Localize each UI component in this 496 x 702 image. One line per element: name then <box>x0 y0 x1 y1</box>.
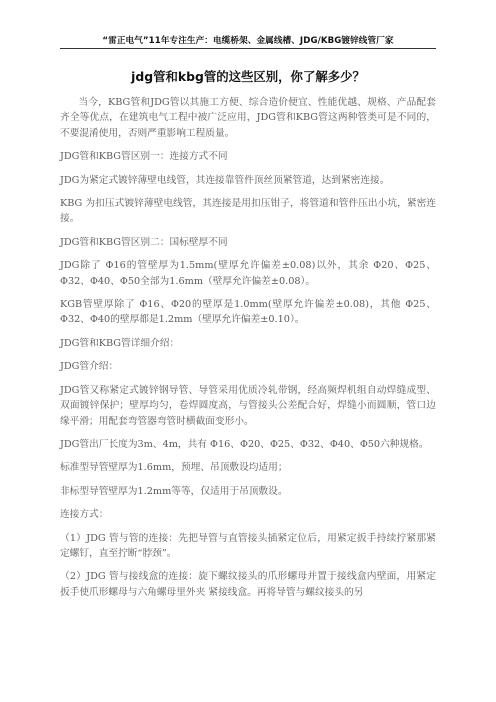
header-divider <box>60 48 436 49</box>
paragraph: 标准型导管壁厚为1.6mm，预埋、吊顶敷设均适用； <box>60 462 288 474</box>
paragraph: （1）JDG 管与管的连接：先把导管与直管接头插紧定位后，用紧定扳手持续拧紧那紧定螺钉，直至拧断“脖颈”。 <box>60 532 436 559</box>
paragraph: KBG 为扣压式镀锌薄壁电线管，其连接是用扣压钳子，将管道和管件压出小坑，紧密连接。 <box>60 198 436 225</box>
paragraph: JDG为紧定式镀锌薄壁电线管，其连接靠管件顶丝顶紧管道，达到紧密连接。 <box>60 174 390 186</box>
paragraph: JDG除了 Φ16的管壁厚为1.5mm(壁厚允许偏差±0.08)以外，其余 Φ20、Φ25、Φ32、Φ40、Φ50全部为1.6mm（壁厚允许偏差±0.08）。 <box>60 260 436 287</box>
paragraph: KGB管壁厚除了 Φ16、Φ20的壁厚是1.0mm(壁厚允许偏差±0.08)，其他 Φ25、Φ32、Φ40的壁厚都是1.2mm（壁厚允许偏差±0.10）。 <box>60 299 436 326</box>
paragraph: 非标型导管壁厚为1.2mm等等，仅适用于吊顶敷设。 <box>60 485 288 497</box>
section-heading: JDG管和KBG管区别一：连接方式不同 <box>60 151 228 163</box>
document-body <box>60 95 436 608</box>
section-heading: JDG管和KBG管区别二：国标壁厚不同 <box>60 236 228 248</box>
section-heading: 连接方式： <box>60 509 109 521</box>
paragraph: 当今，KBG管和JDG管以其施工方便、综合造价便宜、性能优越、规格、产品配套齐全等优点，在建筑电气工程中被广泛应用，JDG管和KBG管这两种管类可是不同的，不要混淆使用，否则严重影响工程质量。 <box>60 97 436 139</box>
section-heading: JDG管和KBG管详细介绍： <box>60 337 180 349</box>
paragraph: JDG管又称紧定式镀锌钢导管、导管采用优质冷轧带钢，经高频焊机组自动焊缝成型、双面镀锌保护；壁厚均匀，卷焊圆度高，与管接头公差配合好，焊缝小而圆顺，管口边缘平滑；用配套弯管器弯管时横截面变形小。 <box>60 384 436 427</box>
document-title: jdg管和kbg管的这些区别，你了解多少？ <box>131 69 365 84</box>
page-header: “雷正电气”11年专注生产：电缆桥架、金属线槽、JDG/KBG镀锌线管厂家 <box>102 36 394 46</box>
paragraph: （2）JDG 管与接线盒的连接：旋下螺纹接头的爪形螺母并置于接线盒内壁面，用紧定扳手使爪形螺母与六角螺母里外夹 紧接线盒。再将导管与螺纹接头的另 <box>60 571 436 598</box>
section-heading: JDG管介绍： <box>60 361 119 373</box>
paragraph: JDG管出厂长度为3m、4m，共有 Φ16、Φ20、Φ25、Φ32、Φ40、Φ50六种规格。 <box>60 438 429 450</box>
